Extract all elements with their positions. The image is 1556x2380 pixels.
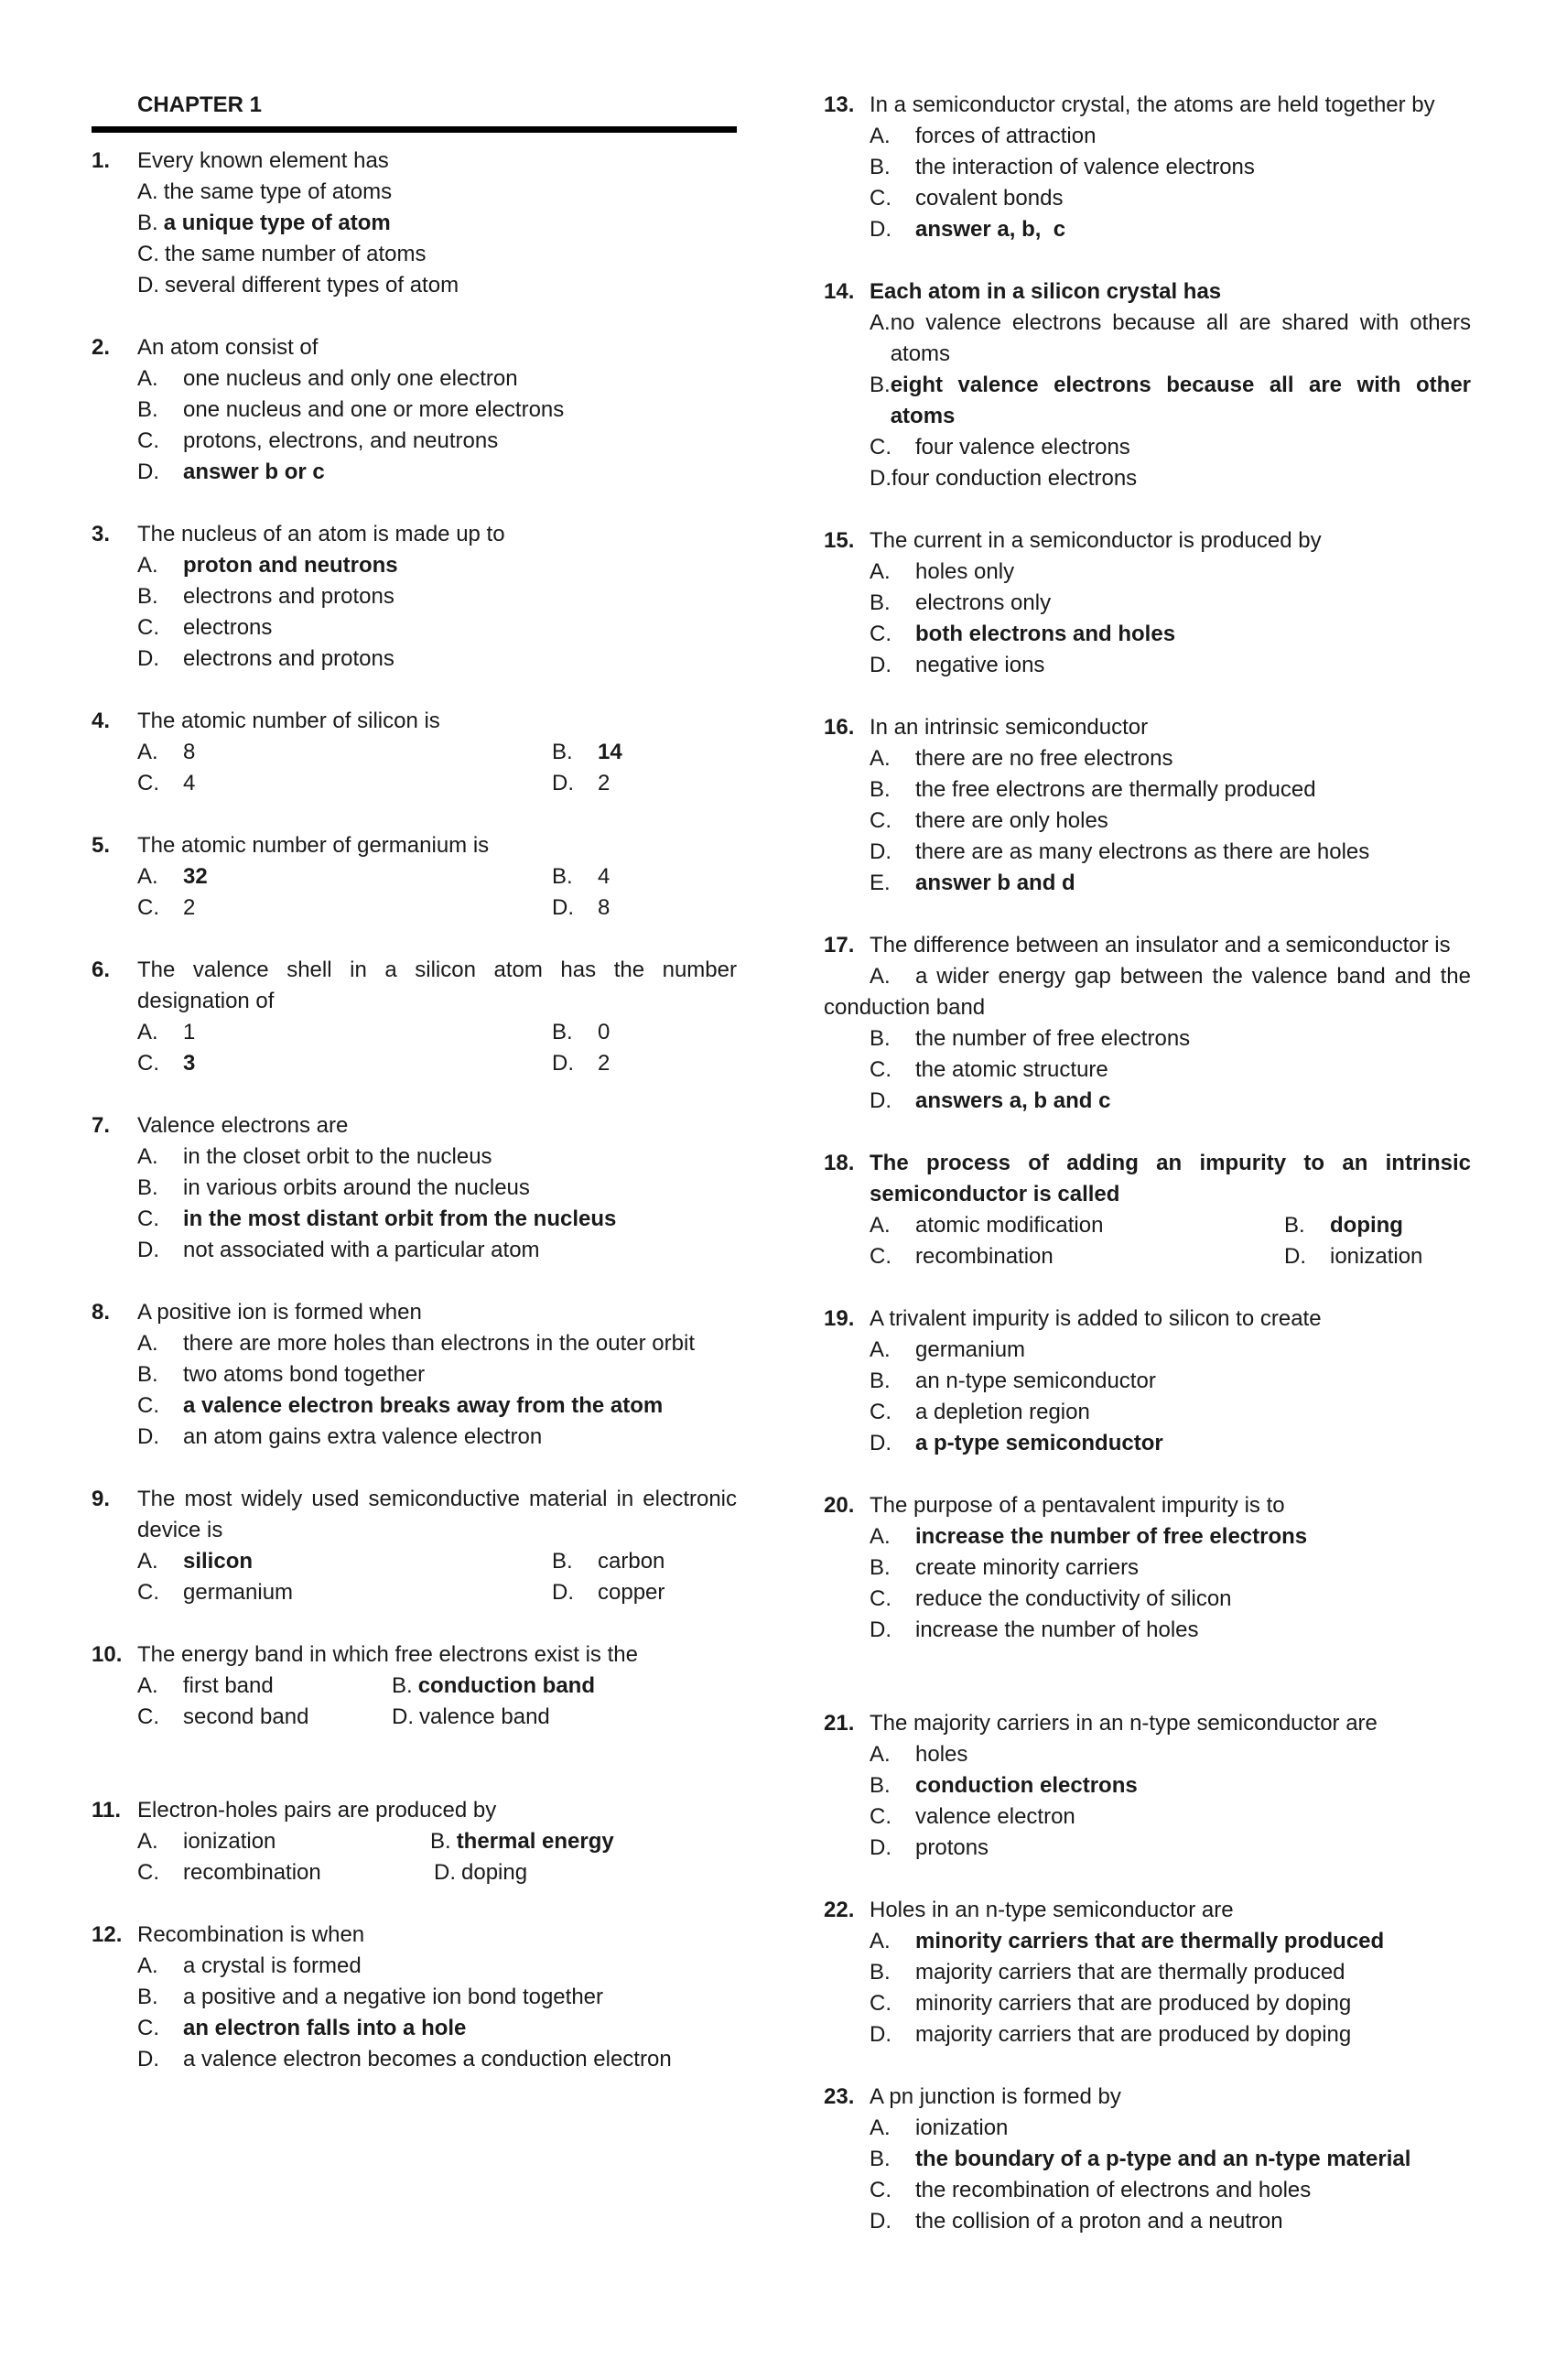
question-number: 1. [92,148,111,173]
question-number: 10. [92,1642,123,1667]
option-c: C. reduce the conductivity of silicon [870,1586,1232,1611]
option-b: B. the number of free electrons [870,1026,1191,1051]
option-d: D. 8 [552,895,611,920]
question-10 [92,1639,737,1733]
option-c: C. the recombination of electrons and holes [870,2178,1312,2202]
question-number: 11. [92,1798,122,1823]
question-17 [824,930,1471,1117]
option-b-answer: B. conduction band [392,1673,595,1698]
option-d: D. ionization [1284,1244,1423,1269]
option-a-answer: A. proton and neutrons [137,553,398,578]
option-b: B. in various orbits around the nucleus [137,1175,530,1200]
option-c: C. germanium [137,1580,294,1605]
question-number: 9. [92,1487,111,1511]
question-number: 20. [824,1493,855,1518]
question-4 [92,706,737,799]
question-19 [824,1304,1471,1459]
question-7 [92,1110,737,1266]
question-stem: Electron-holes pairs are produced by [137,1798,497,1823]
question-1 [92,146,737,301]
option-d: D. a valence electron becomes a conduction electron [137,2047,672,2072]
option-b: B. the free electrons are thermally produced [870,777,1316,802]
option-d: D. majority carriers that are produced by doping [870,2022,1352,2047]
option-c: C. recombination [870,1244,1054,1269]
option-d: D. negative ions [870,653,1045,677]
option-c: C. a depletion region [870,1400,1090,1424]
option-a: A. holes [870,1742,968,1767]
option-a: A. 1 [137,1020,196,1044]
option-c: C. 4 [137,771,196,795]
option-d: D. several different types of atom [137,273,459,298]
options-grid [92,861,737,924]
option-d: D. 2 [552,771,611,795]
option-c-answer: C. an electron falls into a hole [137,2016,467,2040]
option-b-answer: B. doping [1284,1213,1403,1238]
option-a: A. atomic modification [870,1213,1104,1238]
option-a: A. a wider energy gap between the valence band and the conduction band [824,964,1471,1020]
question-23 [824,2082,1471,2237]
question-stem: Every known element has [137,148,389,173]
option-a: A. a crystal is formed [137,1953,362,1978]
option-a: A. there are more holes than electrons in the outer orbit [137,1331,695,1356]
option-b-answer: B. conduction electrons [870,1773,1138,1798]
chapter-divider [92,126,737,133]
right-column [824,90,1471,2268]
options-grid [92,1017,737,1079]
question-stem: The energy band in which free electrons exist is the [137,1642,638,1667]
option-d: D. an atom gains extra valence electron [137,1424,543,1449]
option-d: D. copper [552,1580,665,1605]
question-number: 6. [92,957,111,982]
option-a: A. in the closet orbit to the nucleus [137,1144,492,1169]
question-12 [92,1920,737,2075]
option-a: A. forces of attraction [870,124,1097,148]
option-b-answer: B. a unique type of atom [137,211,391,235]
question-number: 16. [824,715,855,740]
question-16 [824,712,1471,899]
option-d-answer: D. answer b or c [137,460,325,484]
option-c: C. four valence electrons [870,435,1130,460]
question-stem: An atom consist of [137,335,319,360]
option-c: C. second band [137,1704,309,1729]
option-a-answer: A. increase the number of free electrons [870,1524,1308,1549]
option-b: B. create minority carriers [870,1555,1140,1580]
question-number: 7. [92,1113,111,1138]
option-a: A. ionization [870,2115,1009,2140]
option-a-answer: A. silicon [137,1549,254,1574]
question-stem: The majority carriers in an n-type semiconductor are [870,1711,1378,1736]
options-grid [92,737,737,799]
question-stem: The atomic number of germanium is [137,833,490,858]
option-b: B. majority carriers that are thermally produced [870,1960,1345,1985]
option-a: A. germanium [870,1337,1026,1362]
option-b: B. an n-type semiconductor [870,1368,1156,1393]
question-3 [92,519,737,675]
option-a: A. no valence electrons because all are shared with others atoms [870,310,1471,366]
question-number: 13. [824,92,855,117]
option-c-answer: C. both electrons and holes [870,622,1176,646]
option-c: C. the atomic structure [870,1057,1108,1082]
option-b: B. carbon [552,1549,665,1574]
option-d: D. there are as many electrons as there are holes [870,839,1370,864]
option-a: A. one nucleus and only one electron [137,366,518,391]
question-stem: The nucleus of an atom is made up to [137,522,505,546]
question-number: 17. [824,933,855,957]
question-13 [824,90,1471,245]
question-number: 3. [92,522,111,546]
question-stem: The difference between an insulator and a semiconductor is [870,933,1451,957]
option-b: B. electrons and protons [137,584,394,609]
question-6 [92,955,737,1079]
option-d-answer: D. answers a, b and c [870,1088,1111,1113]
question-number: 18. [824,1151,855,1175]
options-grid [92,1546,737,1608]
question-stem: Valence electrons are [137,1113,349,1138]
question-stem: The valence shell in a silicon atom has the number designation of [137,957,737,1013]
question-stem: The process of adding an impurity to an intrinsic semiconductor is called [870,1151,1471,1206]
option-b-answer: B. the boundary of a p-type and an n-type material [870,2147,1411,2171]
question-21 [824,1708,1471,1864]
question-15 [824,525,1471,681]
option-c: C. 2 [137,895,196,920]
option-a: A. first band [137,1673,274,1698]
question-5 [92,830,737,924]
option-d: D. valence band [392,1704,550,1729]
question-stem: The current in a semiconductor is produced by [870,528,1322,553]
option-c-answer: C. in the most distant orbit from the nucleus [137,1206,617,1231]
question-9 [92,1484,737,1608]
option-b-answer: B. eight valence electrons because all are with other atoms [870,373,1471,428]
option-c: C. covalent bonds [870,186,1064,211]
question-stem: A pn junction is formed by [870,2084,1121,2109]
option-c: C. minority carriers that are produced by doping [870,1991,1352,2016]
question-number: 8. [92,1300,111,1325]
question-14 [824,276,1471,494]
question-number: 19. [824,1306,855,1331]
option-d: D. electrons and protons [137,646,394,671]
option-a-answer: A. minority carriers that are thermally produced [870,1929,1385,1953]
option-d: D. doping [434,1860,528,1885]
option-b: B. one nucleus and one or more electrons [137,397,565,422]
question-stem: The most widely used semiconductive material in electronic device is [137,1487,737,1542]
option-a: A. the same type of atoms [137,179,393,204]
question-number: 4. [92,709,111,733]
option-d: D. protons [870,1835,989,1860]
option-d: D. four conduction electrons [870,466,1138,491]
option-a-answer: A. 32 [137,864,208,889]
option-c: C. there are only holes [870,808,1108,833]
option-d-answer: D. answer a, b, c [870,217,1066,242]
option-b: B. 4 [552,864,611,889]
option-d: D. 2 [552,1051,611,1076]
option-b: B. the interaction of valence electrons [870,155,1255,179]
question-number: 5. [92,833,111,858]
question-11 [92,1795,737,1888]
option-b-answer: B. thermal energy [430,1829,614,1854]
question-number: 2. [92,335,111,360]
question-18 [824,1148,1471,1272]
question-2 [92,332,737,488]
option-d: D. not associated with a particular atom [137,1238,540,1262]
option-b: B. electrons only [870,590,1052,615]
option-c: C. electrons [137,615,273,640]
question-stem: In an intrinsic semiconductor [870,715,1149,740]
option-e-answer: E. answer b and d [870,871,1075,895]
question-stem: The atomic number of silicon is [137,709,440,733]
question-22 [824,1895,1471,2050]
option-a: A. ionization [137,1829,276,1854]
option-a: A. there are no free electrons [870,746,1173,771]
option-c: C. the same number of atoms [137,242,427,266]
question-stem: Each atom in a silicon crystal has [870,279,1222,304]
option-c: C. protons, electrons, and neutrons [137,428,499,453]
question-number: 14. [824,279,855,304]
option-c-answer: C. a valence electron breaks away from the atom [137,1393,664,1418]
option-b-answer: B. 14 [552,740,622,764]
question-8 [92,1297,737,1453]
options-grid [92,1826,737,1888]
option-b: B. 0 [552,1020,611,1044]
option-a: A. holes only [870,559,1015,584]
option-b: B. two atoms bond together [137,1362,426,1387]
option-d: D. the collision of a proton and a neutron [870,2209,1283,2234]
options-grid [824,1210,1471,1272]
question-number: 23. [824,2084,855,2109]
option-d: D. increase the number of holes [870,1617,1199,1642]
question-stem: A positive ion is formed when [137,1300,422,1325]
question-stem: Holes in an n-type semiconductor are [870,1898,1234,1922]
question-stem: A trivalent impurity is added to silicon to create [870,1306,1322,1331]
options-grid [92,1671,737,1733]
option-a: A. 8 [137,740,196,764]
chapter-title: CHAPTER 1 [137,92,263,117]
option-d-answer: D. a p-type semiconductor [870,1431,1163,1455]
option-c: C. recombination [137,1860,321,1885]
option-c: C. valence electron [870,1804,1075,1829]
question-number: 21. [824,1711,855,1736]
option-b: B. a positive and a negative ion bond together [137,1985,604,2009]
option-c-answer: C. 3 [137,1051,196,1076]
question-20 [824,1490,1471,1646]
question-stem: In a semiconductor crystal, the atoms are held together by [870,92,1435,117]
question-stem: The purpose of a pentavalent impurity is to [870,1493,1285,1518]
question-number: 22. [824,1898,855,1922]
question-stem: Recombination is when [137,1922,365,1947]
question-number: 12. [92,1922,123,1947]
question-number: 15. [824,528,855,553]
left-column [92,90,737,2106]
